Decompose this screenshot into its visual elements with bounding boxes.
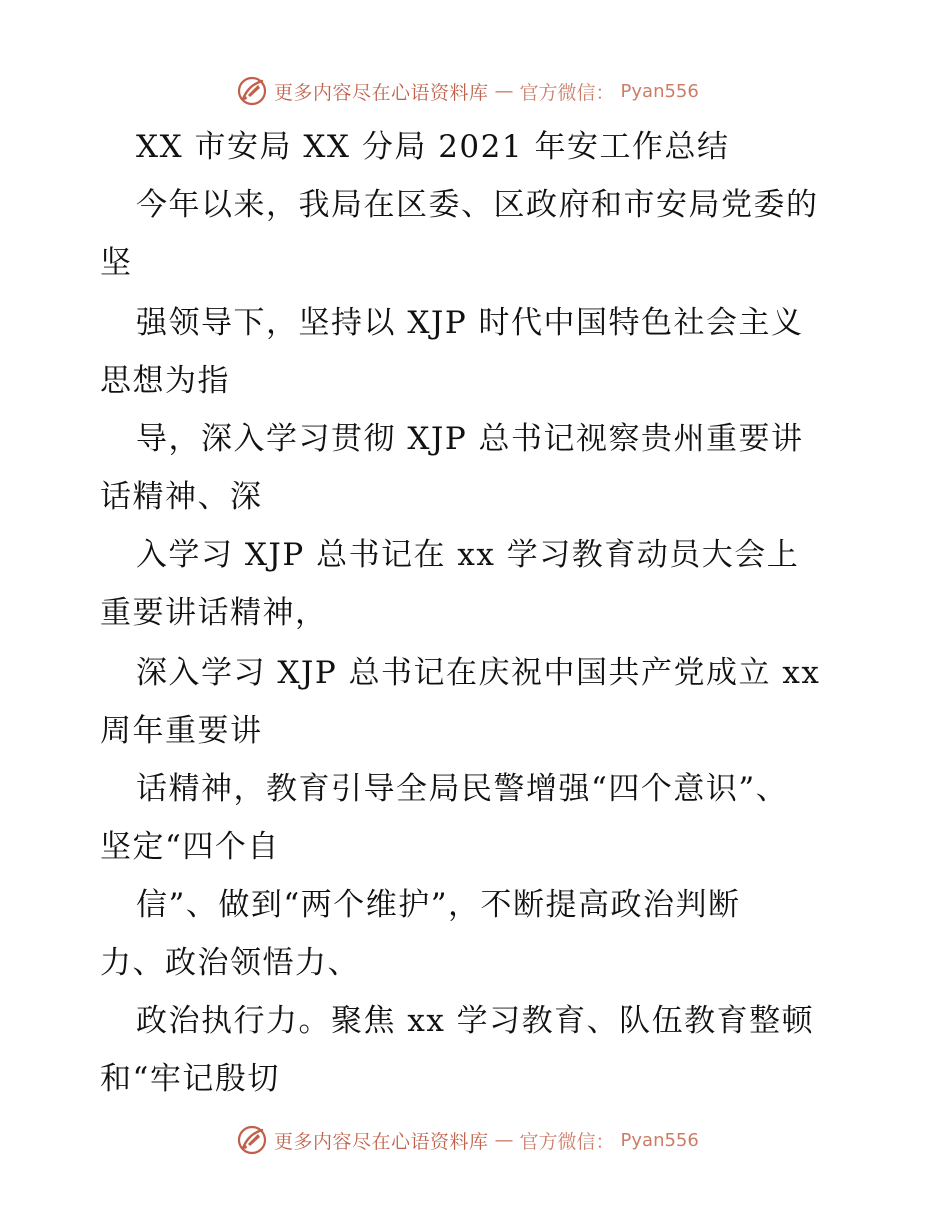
text-line: 信”、做到“两个维护”，不断提高政治判断 (136, 887, 741, 923)
pen-logo-icon (236, 1124, 268, 1156)
text-line: 思想为指 (100, 363, 230, 399)
watermark-wechat-id: Pyan556 (620, 80, 699, 102)
text-line: 重要讲话精神， (100, 595, 328, 631)
text-line: 入学习 XJP 总书记在 xx 学习教育动员大会上 (136, 537, 800, 573)
watermark-footer (236, 1123, 699, 1157)
watermark-dash: — (494, 80, 514, 102)
document-title: XX 市安局 XX 分局 2021 年安工作总结 (136, 129, 730, 165)
text-line: 坚 (100, 245, 133, 281)
text-line: 坚定“四个自 (100, 829, 280, 865)
text-line: 政治执行力。聚焦 xx 学习教育、队伍教育整顿 (136, 1003, 815, 1039)
watermark-dash: — (494, 1129, 514, 1151)
text-line: 强领导下，坚持以 XJP 时代中国特色社会主义 (136, 305, 804, 341)
text-line: 今年以来，我局在区委、区政府和市安局党委的 (136, 187, 819, 223)
watermark-header (236, 74, 699, 108)
text-line: 话精神，教育引导全局民警增强“四个意识”、 (136, 771, 789, 807)
text-line: 和“牢记殷切 (100, 1061, 280, 1097)
text-line: 周年重要讲 (100, 713, 263, 749)
pen-logo-icon (236, 75, 268, 107)
watermark-main-text: 更多内容尽在心语资料库 (274, 81, 489, 104)
watermark-sub-text: 官方微信： (519, 81, 615, 104)
text-line: 导，深入学习贯彻 XJP 总书记视察贵州重要讲 (136, 421, 804, 457)
watermark-sub-text: 官方微信： (519, 1130, 615, 1153)
watermark-main-text: 更多内容尽在心语资料库 (274, 1130, 489, 1153)
text-line: 话精神、深 (100, 479, 263, 515)
text-line: 深入学习 XJP 总书记在庆祝中国共产党成立 xx (136, 655, 821, 691)
watermark-wechat-id: Pyan556 (620, 1129, 699, 1151)
text-line: 力、政治领悟力、 (100, 945, 360, 981)
